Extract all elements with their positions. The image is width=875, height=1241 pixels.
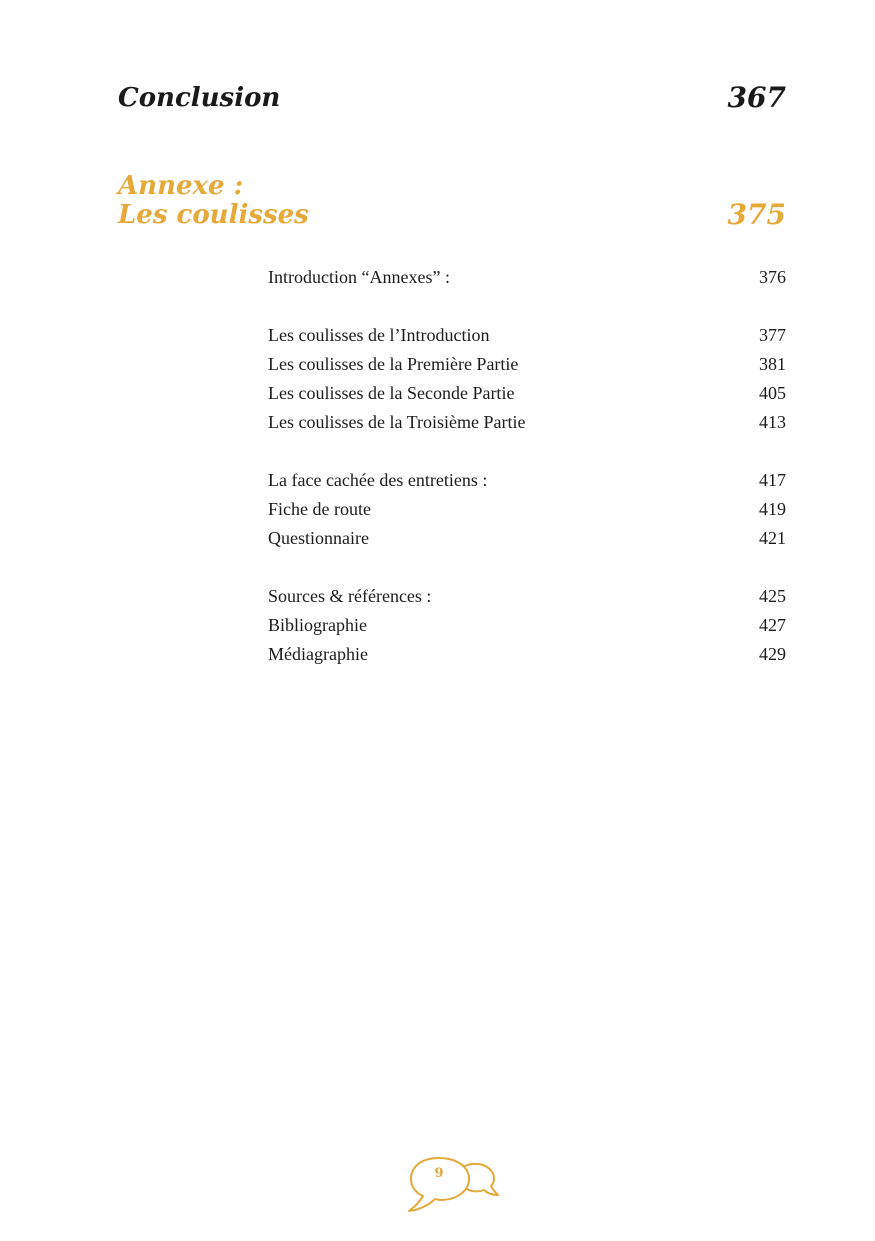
- toc-entry-label: Les coulisses de l’Introduction: [268, 325, 490, 345]
- toc-entry[interactable]: [268, 582, 786, 611]
- toc-entry[interactable]: [268, 466, 786, 495]
- toc-entry-page: 425: [759, 586, 786, 606]
- annexe-title-line1: Annexe :: [118, 171, 244, 201]
- toc-entry-page: 376: [759, 267, 786, 287]
- toc-entry-label: Questionnaire: [268, 528, 369, 548]
- toc-entry-label: Médiagraphie: [268, 644, 368, 664]
- toc-entry-label: Bibliographie: [268, 615, 367, 635]
- toc-entry[interactable]: [268, 408, 786, 437]
- toc-entry[interactable]: [268, 263, 786, 292]
- toc-entry[interactable]: [268, 350, 786, 379]
- toc-entry-page: 429: [759, 644, 786, 664]
- toc-entry-page: 405: [759, 383, 786, 403]
- toc-entry-page: 421: [759, 528, 786, 548]
- annexe-title-line2: Les coulisses: [118, 200, 309, 230]
- toc-entry[interactable]: [268, 379, 786, 408]
- page-footer: [405, 1153, 501, 1217]
- toc-entry-page: 417: [759, 470, 786, 490]
- toc-entry[interactable]: [268, 611, 786, 640]
- toc-entry-label: Les coulisses de la Seconde Partie: [268, 383, 515, 403]
- toc-entry-label: Les coulisses de la Première Partie: [268, 354, 519, 374]
- toc-entry-label: Sources & références :: [268, 586, 432, 606]
- conclusion-title: Conclusion: [118, 83, 281, 113]
- toc-entry-label: Fiche de route: [268, 499, 371, 519]
- toc-group: [268, 582, 786, 669]
- toc-group: [268, 466, 786, 553]
- toc-entry[interactable]: [268, 321, 786, 350]
- annexe-page-number: 375: [727, 198, 786, 231]
- toc-entry-page: 419: [759, 499, 786, 519]
- toc-entry-label: Introduction “Annexes” :: [268, 267, 450, 287]
- toc-entry[interactable]: [268, 524, 786, 553]
- page-number: 9: [434, 1166, 444, 1181]
- toc-entry-page: 427: [759, 615, 786, 635]
- toc-entry[interactable]: [268, 495, 786, 524]
- toc-group: [268, 321, 786, 437]
- toc-entry-label: Les coulisses de la Troisième Partie: [268, 412, 526, 432]
- toc-entry-page: 413: [759, 412, 786, 432]
- toc-entry-page: 381: [759, 354, 786, 374]
- toc-group: [268, 263, 786, 292]
- toc-entry-page: 377: [759, 325, 786, 345]
- toc-entry[interactable]: [268, 640, 786, 669]
- table-of-contents: [268, 263, 786, 698]
- speech-bubbles-icon: [405, 1153, 501, 1217]
- conclusion-page-number: 367: [727, 81, 786, 114]
- toc-entry-label: La face cachée des entretiens :: [268, 470, 488, 490]
